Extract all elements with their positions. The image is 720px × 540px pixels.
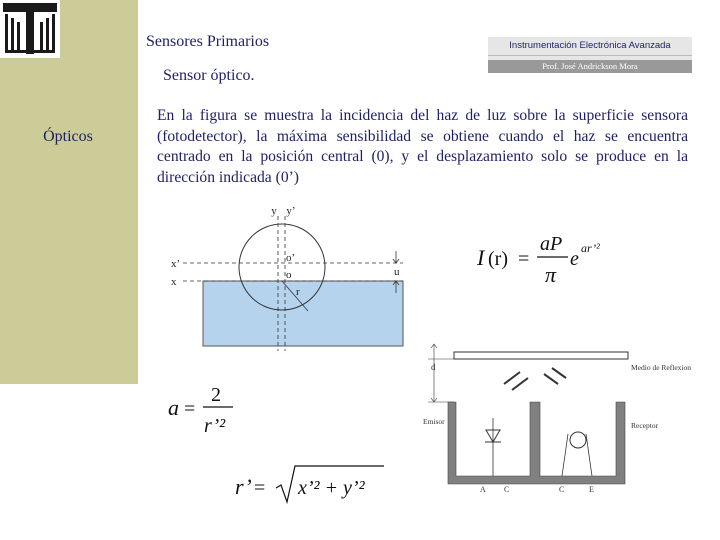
a-num: 2: [211, 384, 221, 406]
label-C1: C: [504, 485, 510, 494]
label-emisor: Emisor: [423, 417, 445, 426]
label-C2: C: [559, 485, 565, 494]
r-formula: [232, 460, 392, 513]
reflection-medium: [454, 352, 628, 359]
author-label: Prof. José Andrickson Mora: [488, 60, 692, 73]
emitter-arrows: [504, 372, 528, 390]
description-paragraph: En la figura se muestra la incidencia del haz de luz sobre la superficie sensora (fotodetector), la máxima sensibilidad se obtiene cuando el haz se encuentra centrado en la posición central (0), y el desplazamiento solo se produce en la dirección indicada (0’): [157, 107, 688, 186]
label-r: r: [296, 286, 300, 298]
formula-den: π: [545, 262, 557, 287]
label-o: o: [286, 269, 292, 281]
r-lhs: r’: [235, 474, 252, 499]
beam-incidence-figure: [165, 203, 411, 356]
a-eq: =: [184, 398, 196, 420]
label-y-prime: y’: [286, 205, 296, 217]
label-E: E: [589, 485, 594, 494]
r-eq: =: [254, 477, 266, 499]
label-y: y: [271, 205, 277, 217]
receiver-transistor: [570, 432, 586, 448]
institution-logo-icon: [0, 0, 60, 58]
a-formula: [165, 380, 255, 445]
label-receptor: Receptor: [631, 421, 659, 430]
formula-lhs: I: [477, 245, 485, 270]
intensity-formula: [474, 232, 644, 293]
formula-num: aP: [540, 233, 563, 255]
course-name: Instrumentación Electrónica Avanzada: [509, 40, 671, 51]
formula-exp: ar’²: [581, 241, 600, 255]
formula-eq: =: [518, 248, 530, 270]
reflective-sensor-figure: [420, 338, 696, 495]
r-radicand: x’² + y’²: [298, 477, 365, 499]
label-o-prime: o’: [286, 252, 296, 264]
label-medio: Medio de Reflexion: [631, 363, 691, 372]
label-d: d: [431, 362, 436, 372]
side-label: Ópticos: [43, 128, 93, 145]
label-x: x: [171, 276, 177, 288]
detector-surface: [203, 281, 403, 346]
label-x-prime: x’: [171, 258, 181, 270]
a-den: r’²: [204, 415, 226, 437]
slide-subtitle: Sensor óptico.: [163, 67, 255, 84]
slide-title: Sensores Primarios: [146, 33, 270, 50]
receiver-arrows: [544, 368, 566, 384]
course-header: [488, 37, 692, 56]
a-lhs: a: [168, 395, 179, 420]
sensor-housing: [448, 402, 625, 484]
formula-arg: (r): [488, 248, 508, 270]
label-u: u: [394, 266, 400, 278]
label-A: A: [480, 485, 486, 494]
formula-base: e: [570, 248, 579, 270]
